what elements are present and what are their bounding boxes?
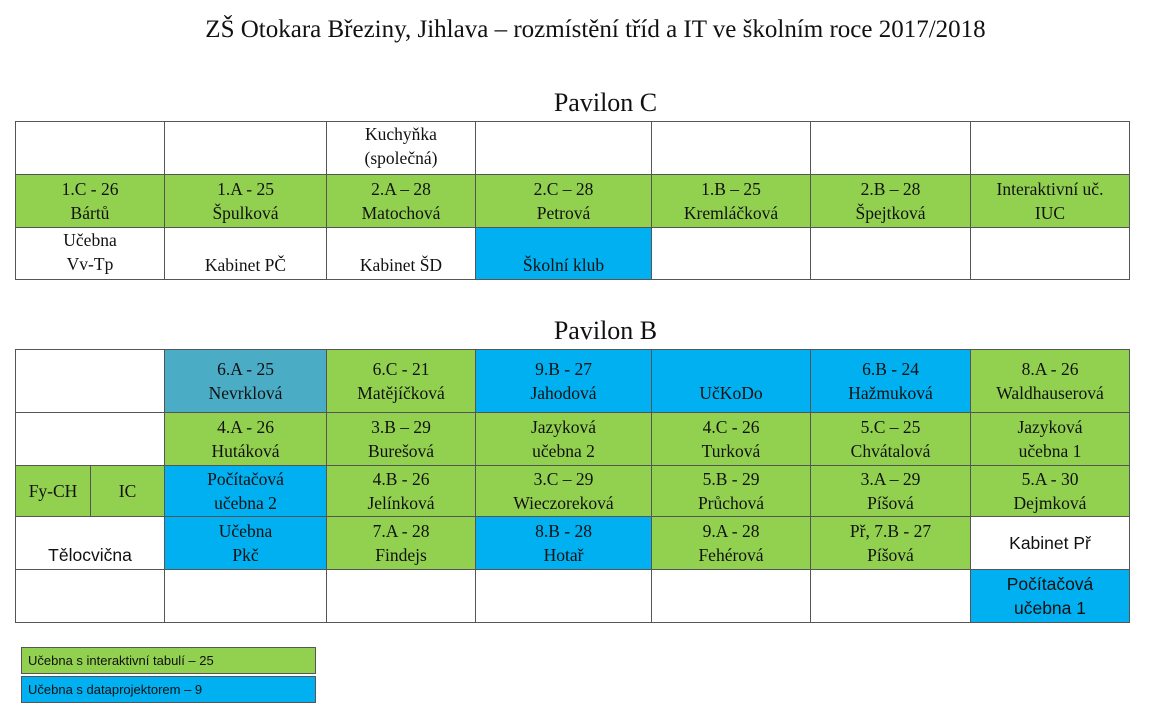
room-code: učebna 2 <box>214 493 277 513</box>
teacher-name: Nevrklová <box>208 383 283 403</box>
ucebna-vvtp-cell <box>16 228 165 280</box>
class-label: 7.A - 28 <box>372 521 430 541</box>
room-code: Pkč <box>232 545 259 565</box>
class-cell-4a <box>165 413 327 466</box>
ucebna-pkc-cell <box>165 517 327 570</box>
room-code: Vv-Tp <box>66 254 114 274</box>
teacher-name: Kremláčková <box>683 203 779 223</box>
teacher-name: Dejmková <box>1013 493 1087 513</box>
pavilon-c-title: Pavilon C <box>553 88 658 117</box>
room-code: učebna 2 <box>532 441 595 461</box>
teacher-name: Matějíčková <box>357 383 445 403</box>
class-cell-1a <box>165 175 327 228</box>
teacher-name: Špejtková <box>855 203 926 223</box>
class-label: 6.A - 25 <box>217 359 274 379</box>
teacher-name: Chvátalová <box>850 441 931 461</box>
class-cell-5c <box>811 413 971 466</box>
kabinet-pr-cell: Kabinet Př <box>971 517 1130 570</box>
legend-interactive-board: Učebna s interaktivní tabulí – 25 <box>21 647 316 674</box>
class-cell-1b <box>652 175 811 228</box>
empty-cell <box>165 122 327 175</box>
page-title: ZŠ Otokara Březiny, Jihlava – rozmístění tříd a IT ve školním roce 2017/2018 <box>205 16 986 43</box>
class-cell-6b <box>811 350 971 413</box>
class-label: 3.C – 29 <box>533 469 594 489</box>
empty-cell <box>652 228 811 280</box>
teacher-name: Píšová <box>867 545 914 565</box>
class-cell-2a <box>327 175 476 228</box>
legend-data-projector: Učebna s dataprojektorem – 9 <box>21 676 316 703</box>
class-cell-3b <box>327 413 476 466</box>
class-label: 8.A - 26 <box>1021 359 1079 379</box>
teacher-name: Turková <box>701 441 761 461</box>
class-label: 1.A - 25 <box>217 179 274 199</box>
class-cell-6a <box>165 350 327 413</box>
class-label: 1.B – 25 <box>701 179 761 199</box>
class-cell-9b <box>476 350 652 413</box>
kuchynka-label: Kuchyňka <box>365 124 437 144</box>
room-label: Jazyková <box>1017 417 1083 437</box>
class-label: 6.B - 24 <box>862 359 919 379</box>
empty-cell <box>476 122 652 175</box>
teacher-name: Jahodová <box>530 383 597 403</box>
class-label: Př, 7.B - 27 <box>849 521 932 541</box>
teacher-name: Fehérová <box>698 545 764 565</box>
class-cell-4b <box>327 466 476 517</box>
class-label: 3.B – 29 <box>371 417 431 437</box>
teacher-name: Píšová <box>867 493 914 513</box>
class-label: 2.B – 28 <box>860 179 921 199</box>
room-label: Počítačová <box>1006 574 1094 594</box>
empty-cell <box>16 570 165 623</box>
class-label: 6.C - 21 <box>372 359 430 379</box>
kabinet-pc-cell: Kabinet PČ <box>165 228 327 280</box>
teacher-name: Burešová <box>367 441 435 461</box>
class-label: 4.B - 26 <box>372 469 430 489</box>
class-label: 5.C – 25 <box>860 417 921 437</box>
empty-cell <box>652 122 811 175</box>
teacher-name: Bártů <box>70 203 110 223</box>
class-cell-2b <box>811 175 971 228</box>
class-label: 4.C - 26 <box>702 417 760 437</box>
class-cell-5a <box>971 466 1130 517</box>
fy-ch-cell: Fy-CH <box>16 466 91 517</box>
teacher-name: Waldhauserová <box>996 383 1104 403</box>
room-label: Učebna <box>63 230 117 250</box>
empty-cell <box>165 570 327 623</box>
room-code: učebna 1 <box>1018 441 1082 461</box>
pavilon-b-title: Pavilon B <box>553 316 658 345</box>
class-cell-4c <box>652 413 811 466</box>
empty-cell <box>16 413 165 466</box>
empty-cell <box>971 122 1130 175</box>
teacher-name: Špulková <box>212 203 279 223</box>
language-room-2-cell <box>476 413 652 466</box>
class-label: 4.A - 26 <box>217 417 274 437</box>
class-cell-1c <box>16 175 165 228</box>
empty-cell <box>971 228 1130 280</box>
class-cell-7b <box>811 517 971 570</box>
class-cell-7a <box>327 517 476 570</box>
language-room-1-cell <box>971 413 1130 466</box>
class-cell-3a <box>811 466 971 517</box>
class-label: 2.A – 28 <box>371 179 431 199</box>
teacher-name: Wieczoreková <box>513 493 614 513</box>
class-label: 1.C - 26 <box>61 179 119 199</box>
ic-cell: IC <box>91 466 165 517</box>
class-cell-8a <box>971 350 1130 413</box>
class-label: 5.A - 30 <box>1021 469 1079 489</box>
class-label: 2.C – 28 <box>533 179 594 199</box>
class-cell-6c <box>327 350 476 413</box>
teacher-name: Findejs <box>375 545 427 565</box>
skolni-klub-cell: Školní klub <box>476 228 652 280</box>
class-cell-3c <box>476 466 652 517</box>
class-cell-2c <box>476 175 652 228</box>
computer-room-1-cell <box>971 570 1130 623</box>
empty-cell <box>327 570 476 623</box>
class-label: 9.A - 28 <box>702 521 760 541</box>
empty-cell <box>476 570 652 623</box>
class-cell-9a <box>652 517 811 570</box>
class-label: 5.B - 29 <box>702 469 760 489</box>
kuchynka-cell <box>327 122 476 175</box>
room-code: učebna 1 <box>1013 598 1086 618</box>
room-code: IUC <box>1034 203 1066 223</box>
uckodo-cell <box>652 350 811 413</box>
room-label: Počítačová <box>207 469 284 489</box>
teacher-name: Hutáková <box>211 441 280 461</box>
empty-cell <box>811 570 971 623</box>
class-cell-5b <box>652 466 811 517</box>
teacher-name: Petrová <box>536 203 591 223</box>
class-cell-8b <box>476 517 652 570</box>
empty-cell <box>811 122 971 175</box>
class-label: 9.B - 27 <box>535 359 592 379</box>
empty-cell <box>16 350 165 413</box>
room-code: UčKoDo <box>699 383 763 403</box>
teacher-name: Průchová <box>697 493 765 513</box>
kuchynka-note: (společná) <box>364 148 438 168</box>
class-label: 8.B - 28 <box>535 521 592 541</box>
empty-cell <box>652 570 811 623</box>
pavilon-b-table <box>15 349 1130 623</box>
class-label: 3.A – 29 <box>860 469 921 489</box>
telocvicna-cell: Tělocvična <box>16 517 165 570</box>
empty-cell <box>16 122 165 175</box>
teacher-name: Hotař <box>543 545 584 565</box>
computer-room-2-cell <box>165 466 327 517</box>
interactive-classroom-cell <box>971 175 1130 228</box>
teacher-name: Hažmuková <box>848 383 933 403</box>
room-label <box>652 357 810 381</box>
room-label: Interaktivní uč. <box>996 179 1104 199</box>
teacher-name: Jelínková <box>367 493 435 513</box>
room-label: Učebna <box>218 521 273 541</box>
teacher-name: Matochová <box>361 203 441 223</box>
empty-cell <box>811 228 971 280</box>
kabinet-sd-cell: Kabinet ŠD <box>327 228 476 280</box>
pavilon-c-table <box>15 121 1130 280</box>
room-label: Jazyková <box>530 417 597 437</box>
